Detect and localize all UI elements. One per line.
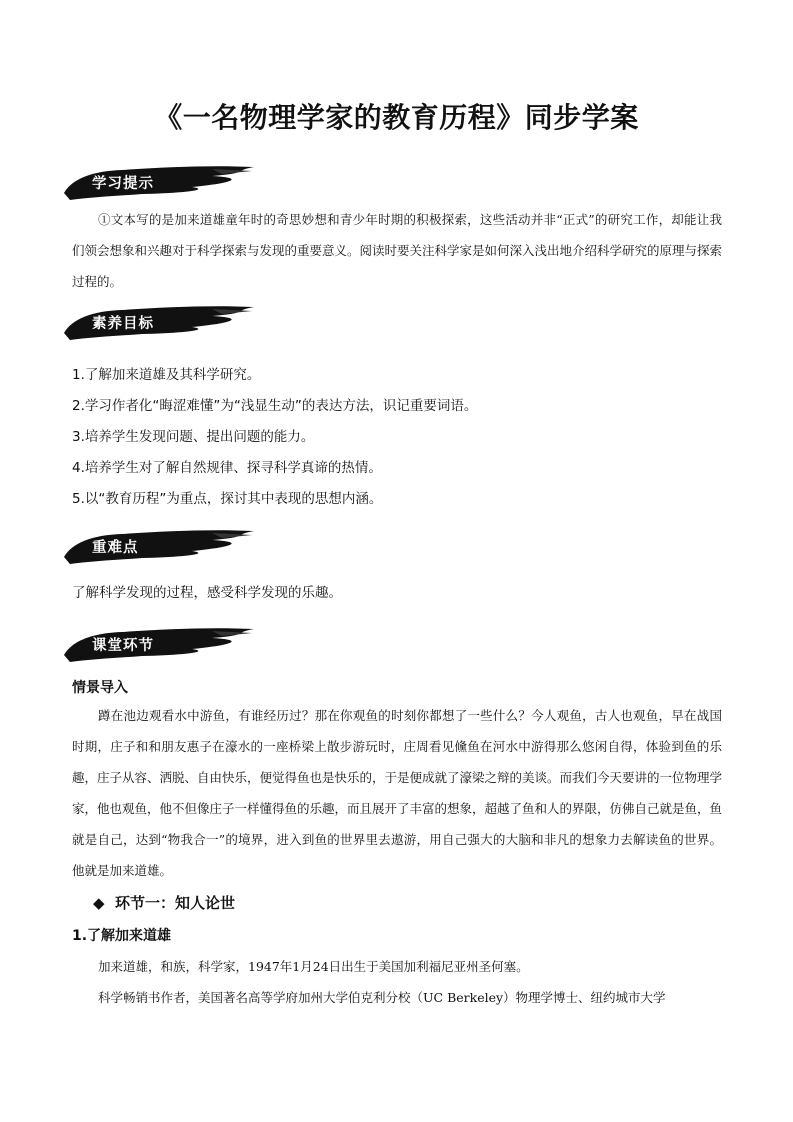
step-heading-text: 环节一：知人论世: [115, 894, 236, 912]
step-heading: [93, 892, 235, 913]
goal-item-2: 2.学习作者化“晦涩难懂”为“浅显生动”的表达方法，识记重要词语。: [72, 398, 478, 414]
goal-item-1: 1.了解加来道雄及其科学研究。: [72, 367, 261, 383]
section-heading-goals: 素养目标: [92, 316, 154, 332]
goal-item-5: 5.以“教育历程”为重点，探讨其中表现的思想内涵。: [72, 491, 383, 507]
tips-paragraph: ①文本写的是加来道雄童年时的奇思妙想和青少年时期的积极探索，这些活动并非“正式”的研究工作，却能让我们领会想象和兴趣对于科学探索与发现的重要意义。阅读时要关注科学家是如何深入浅出地介绍科学研究的原理与探索过程的。: [72, 212, 723, 289]
goal-item-3: 3.培养学生发现问题、提出问题的能力。: [72, 429, 315, 445]
intro-heading: 情景导入: [72, 680, 128, 696]
intro-paragraph: 蹲在池边观看水中游鱼，有谁经历过？那在你观鱼的时刻你都想了一些什么？今人观鱼，古人也观鱼，早在战国时期，庄子和和朋友惠子在濠水的一座桥梁上散步游玩时，庄周看见儵鱼在河水中游得那么悠闲自得，体验到鱼的乐趣，庄子从容、洒脱、自由快乐，便觉得鱼也是快乐的，于是便成就了濠梁之辩的美谈。而我们今天要讲的一位物理学家，他也观鱼，他不但像庄子一样懂得鱼的乐趣，而且展开了丰富的想象，超越了鱼和人的界限，仿佛自己就是鱼，鱼就是自己，达到“物我合一”的境界，进入到鱼的世界里去遨游，用自己强大的大脑和非凡的想象力去解读鱼的世界。他就是加来道雄。: [72, 708, 723, 878]
bio-line-1: 加来道雄，和族，科学家，1947年1月24日出生于美国加利福尼亚州圣何塞。: [98, 959, 529, 974]
sub-heading-1: 1.了解加来道雄: [72, 928, 172, 944]
section-heading-class: 课堂环节: [92, 638, 154, 654]
section-banner-tips: [62, 163, 257, 203]
section-banner-goals: [62, 303, 257, 343]
diamond-bullet-icon: ◆: [93, 894, 105, 912]
page-title: 《一名物理学家的教育历程》同步学案: [154, 101, 639, 134]
bio-line-2: 科学畅销书作者，美国著名高等学府加州大学伯克利分校（UC Berkeley）物理学博士、纽约城市大学: [98, 990, 666, 1005]
section-banner-key: [62, 527, 257, 567]
goal-item-4: 4.培养学生对了解自然规律、探寻科学真谛的热情。: [72, 460, 382, 476]
section-heading-tips: 学习提示: [92, 176, 154, 192]
section-heading-key: 重难点: [92, 540, 139, 556]
key-points-text: 了解科学发现的过程，感受科学发现的乐趣。: [72, 585, 342, 601]
section-banner-class: [62, 625, 257, 665]
